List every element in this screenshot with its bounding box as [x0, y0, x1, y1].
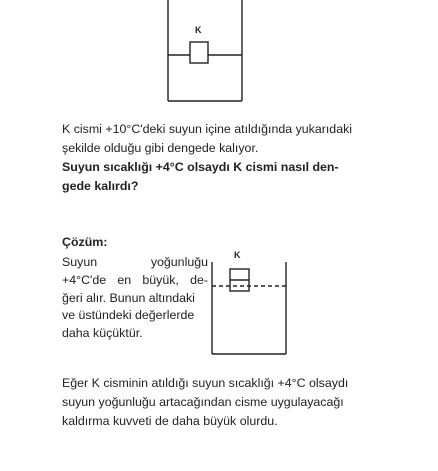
question-line-1: Suyun sıcaklığı +4°C olsaydı K cismi nasıl den-: [62, 160, 339, 174]
block-k-label: K: [234, 250, 241, 260]
block-k: [190, 42, 208, 63]
solution-line-3: ğeri alır. Bunun altındaki: [62, 291, 195, 305]
conclusion-line-1: Eğer K cisminin atıldığı suyun sıcaklığı +4°C olsaydı: [62, 376, 349, 390]
conclusion-line-2: suyun yoğunluğu artacağından cisme uygulayacağı: [62, 395, 344, 409]
solution-line-5: daha küçüktür.: [62, 326, 143, 340]
conclusion-line-3: kaldırma kuvveti de daha büyük olurdu.: [62, 414, 278, 428]
figure-container-4c: [0, 240, 438, 360]
question-line-2: gede kalırdı?: [62, 179, 139, 193]
figure-container-10c: [0, 0, 438, 120]
solution-heading: Çözüm:: [62, 235, 108, 249]
solution-line-4: ve üstündeki değerlerde: [62, 308, 195, 322]
block-k-label: K: [195, 25, 202, 35]
problem-line-2: şekilde olduğu gibi dengede kalıyor.: [62, 141, 259, 155]
problem-line-1: K cismi +10°C'deki suyun içine atıldığında yukarıdaki: [62, 122, 353, 136]
solution-line-2: +4°C'de en büyük, de-: [62, 273, 208, 287]
solution-line-1: Suyun yoğunluğu: [62, 255, 208, 269]
